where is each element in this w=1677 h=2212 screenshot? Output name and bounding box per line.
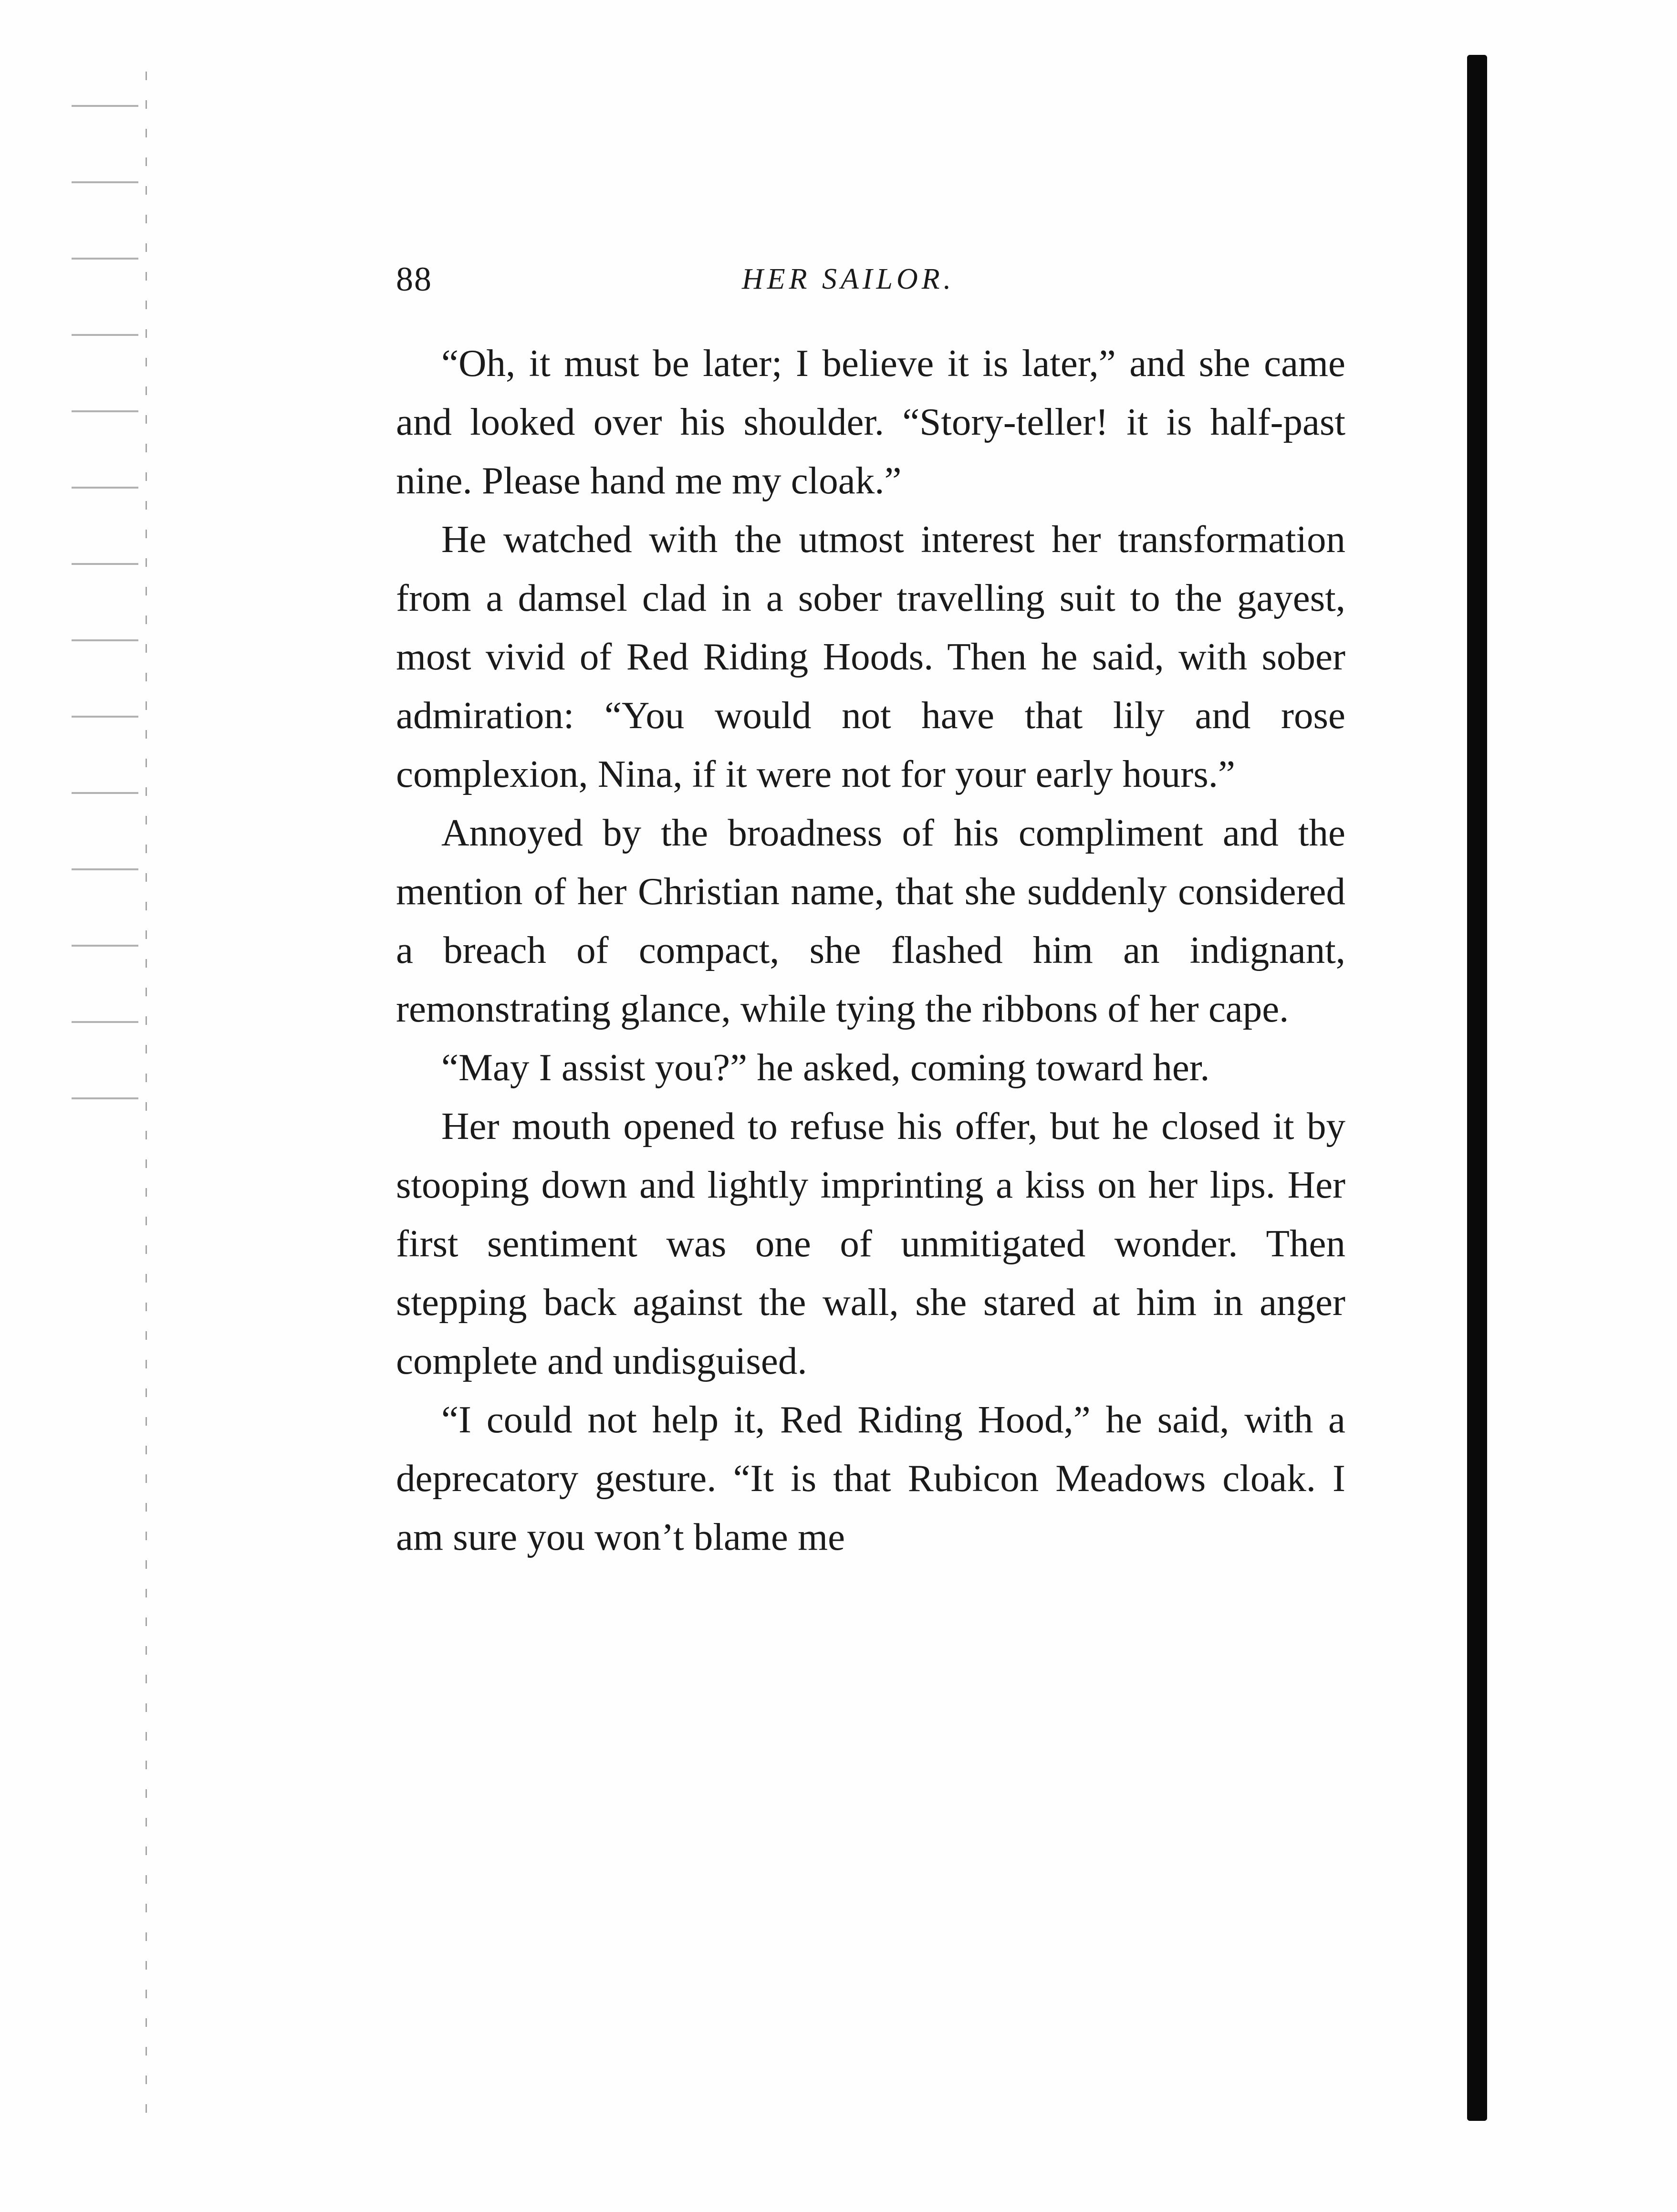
running-title: HER SAILOR. <box>742 263 955 295</box>
paragraph: “May I assist you?” he asked, coming toward her. <box>441 1046 1210 1089</box>
scan-edge-line <box>146 72 147 2123</box>
paragraph: Her mouth opened to refuse his offer, but he closed it by stooping down and lightly imprinting a kiss on her lips. Her first sentiment was one of unmitigated wonder. Then stepping back against the wall, she stared at him in anger complete and undisguised. <box>396 1105 1345 1382</box>
paragraph: “Oh, it must be later; I believe it is later,” and she came and looked over his shoulder. “Story-teller! it is half-past nine. Please hand me my cloak.” <box>396 342 1345 502</box>
binding-shadow-bar <box>1467 55 1487 2121</box>
body-text <box>396 334 1345 1566</box>
page-number: 88 <box>396 260 432 298</box>
scan-edge-artifacts <box>72 72 138 1169</box>
paragraph: He watched with the utmost interest her transformation from a damsel clad in a sober travelling suit to the gayest, most vivid of Red Riding Hoods. Then he said, with sober admiration: “You would not have that lily and rose complexion, Nina, if it were not for your early hours.” <box>396 518 1345 795</box>
paragraph: “I could not help it, Red Riding Hood,” he said, with a deprecatory gesture. “It is that Rubicon Meadows cloak. I am sure you won’t blame me <box>396 1398 1345 1558</box>
paragraph: Annoyed by the broadness of his compliment and the mention of her Christian name, that she suddenly considered a breach of compact, she flashed him an indignant, remonstrating glance, while tying the ribbons of her cape. <box>396 811 1345 1030</box>
running-head <box>396 253 1350 305</box>
